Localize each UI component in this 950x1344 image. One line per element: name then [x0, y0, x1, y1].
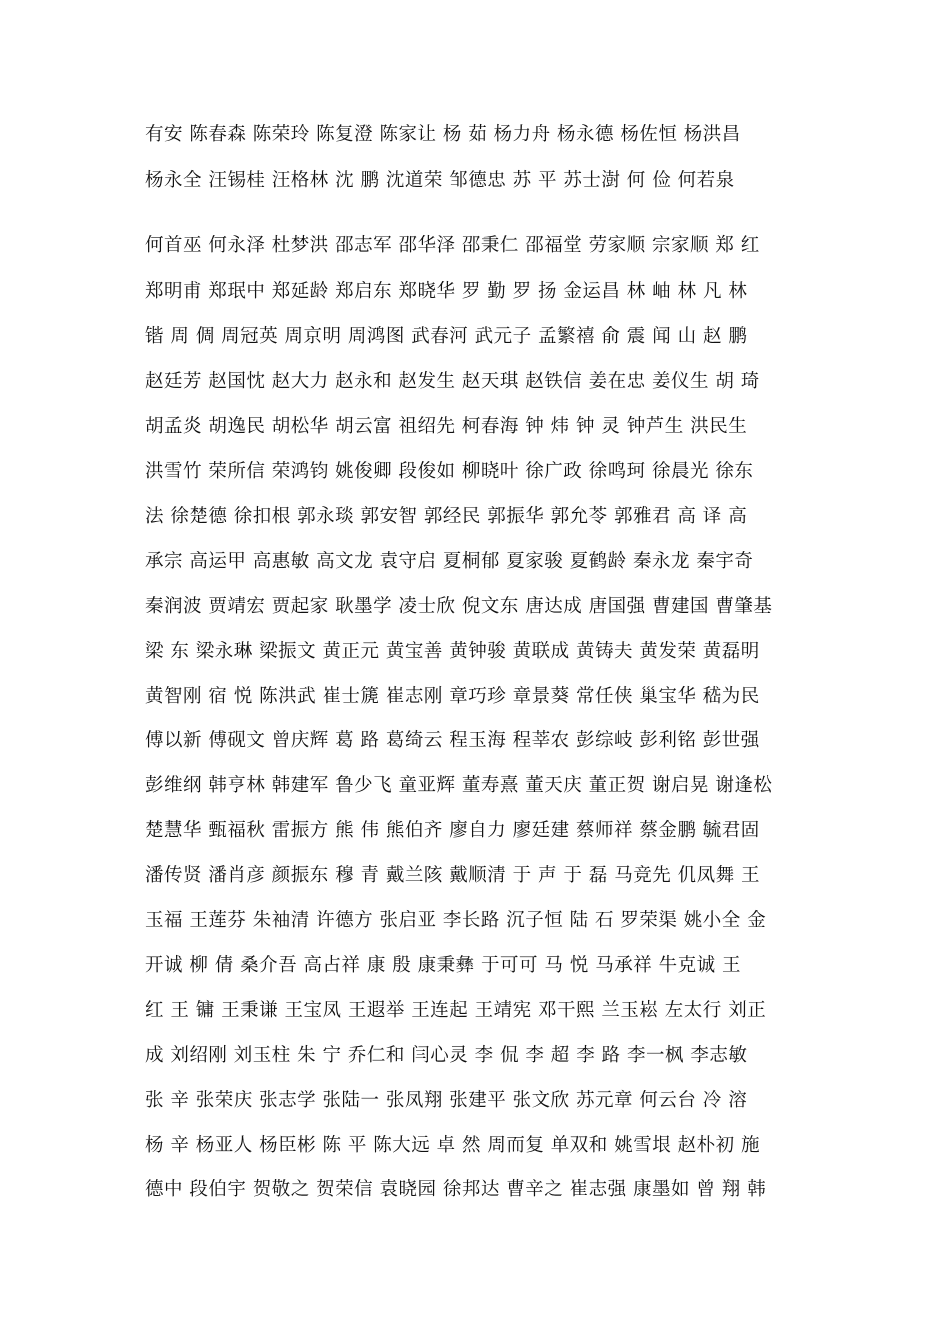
text-line: 锴 周 倜 周冠英 周京明 周鸿图 武春河 武元子 孟繁禧 俞 震 闻 山 赵 鹏 [145, 326, 748, 347]
text-line: 彭维纲 韩亨林 韩建军 鲁少飞 童亚辉 董寿熹 董天庆 董正贺 谢启晃 谢逢松 [145, 775, 773, 796]
text-line: 秦润波 贾靖宏 贾起家 耿墨学 凌士欣 倪文东 唐达成 唐国强 曹建国 曹肇基 [145, 596, 773, 617]
text-line: 法 徐楚德 徐扣根 郭永琰 郭安智 郭经民 郭振华 郭允苓 郭雅君 高 译 高 [145, 506, 748, 527]
text-line: 洪雪竹 荣所信 荣鸿钧 姚俊卿 段俊如 柳晓叶 徐广政 徐鸣珂 徐晨光 徐东 [145, 461, 754, 482]
text-line: 黄智刚 宿 悦 陈洪武 崔士篪 崔志刚 章巧珍 章景葵 常任侠 巢宝华 嵇为民 [145, 686, 760, 707]
text-line: 开诚 柳 倩 桑介吾 高占祥 康 殷 康秉彝 于可可 马 悦 马承祥 牛克诚 王 [145, 955, 741, 976]
text-line: 赵廷芳 赵国忱 赵大力 赵永和 赵发生 赵天琪 赵铁信 姜在忠 姜仪生 胡 琦 [145, 371, 760, 392]
text-line: 楚慧华 甄福秋 雷振方 熊 伟 熊伯齐 廖自力 廖廷建 蔡师祥 蔡金鹏 毓君固 [145, 820, 760, 841]
text-line: 张 辛 张荣庆 张志学 张陆一 张凤翔 张建平 张文欣 苏元章 何云台 冷 溶 [145, 1090, 748, 1111]
text-line: 潘传贤 潘肖彦 颜振东 穆 青 戴兰陔 戴顺清 于 声 于 磊 马竞先 仉凤舞 王 [145, 865, 760, 886]
text-line: 红 王 镛 王秉谦 王宝凤 王遐举 王连起 王靖宪 邓干熙 兰玉崧 左太行 刘正 [145, 1000, 767, 1021]
text-line: 有安 陈春森 陈荣玲 陈复澄 陈家让 杨 茹 杨力舟 杨永德 杨佐恒 杨洪昌 [145, 124, 741, 145]
text-line: 胡孟炎 胡逸民 胡松华 胡云富 祖绍先 柯春海 钟 炜 钟 灵 钟芦生 洪民生 [145, 416, 748, 437]
text-line: 郑明甫 郑珉中 郑延龄 郑启东 郑晓华 罗 勤 罗 扬 金运昌 林 岫 林 凡 林 [145, 281, 748, 302]
text-line: 杨 辛 杨亚人 杨臣彬 陈 平 陈大远 卓 然 周而复 单双和 姚雪垠 赵朴初 施 [145, 1135, 760, 1156]
text-line: 梁 东 梁永琳 梁振文 黄正元 黄宝善 黄钟骏 黄联成 黄铸夫 黄发荣 黄磊明 [145, 641, 760, 662]
text-line: 傅以新 傅砚文 曾庆辉 葛 路 葛绮云 程玉海 程莘农 彭综岐 彭利铭 彭世强 [145, 730, 760, 751]
text-line: 成 刘绍刚 刘玉柱 朱 宁 乔仁和 闫心灵 李 侃 李 超 李 路 李一枫 李志敏 [145, 1045, 748, 1066]
text-line: 德中 段伯宇 贺敬之 贺荣信 袁晓园 徐邦达 曹辛之 崔志强 康墨如 曾 翔 韩 [145, 1179, 767, 1200]
text-line: 杨永全 汪锡桂 汪格林 沈 鹏 沈道荣 邹德忠 苏 平 苏士澍 何 俭 何若泉 [145, 170, 735, 191]
text-line: 何首巫 何永泽 杜梦洪 邵志军 邵华泽 邵秉仁 邵福堂 劳家顺 宗家顺 郑 红 [145, 235, 760, 256]
text-line: 承宗 高运甲 高惠敏 高文龙 袁守启 夏桐郁 夏家骏 夏鹤龄 秦永龙 秦宇奇 [145, 551, 754, 572]
text-line: 玉福 王莲芬 朱袖清 许德方 张启亚 李长路 沉子恒 陆 石 罗荣渠 姚小全 金 [145, 910, 767, 931]
